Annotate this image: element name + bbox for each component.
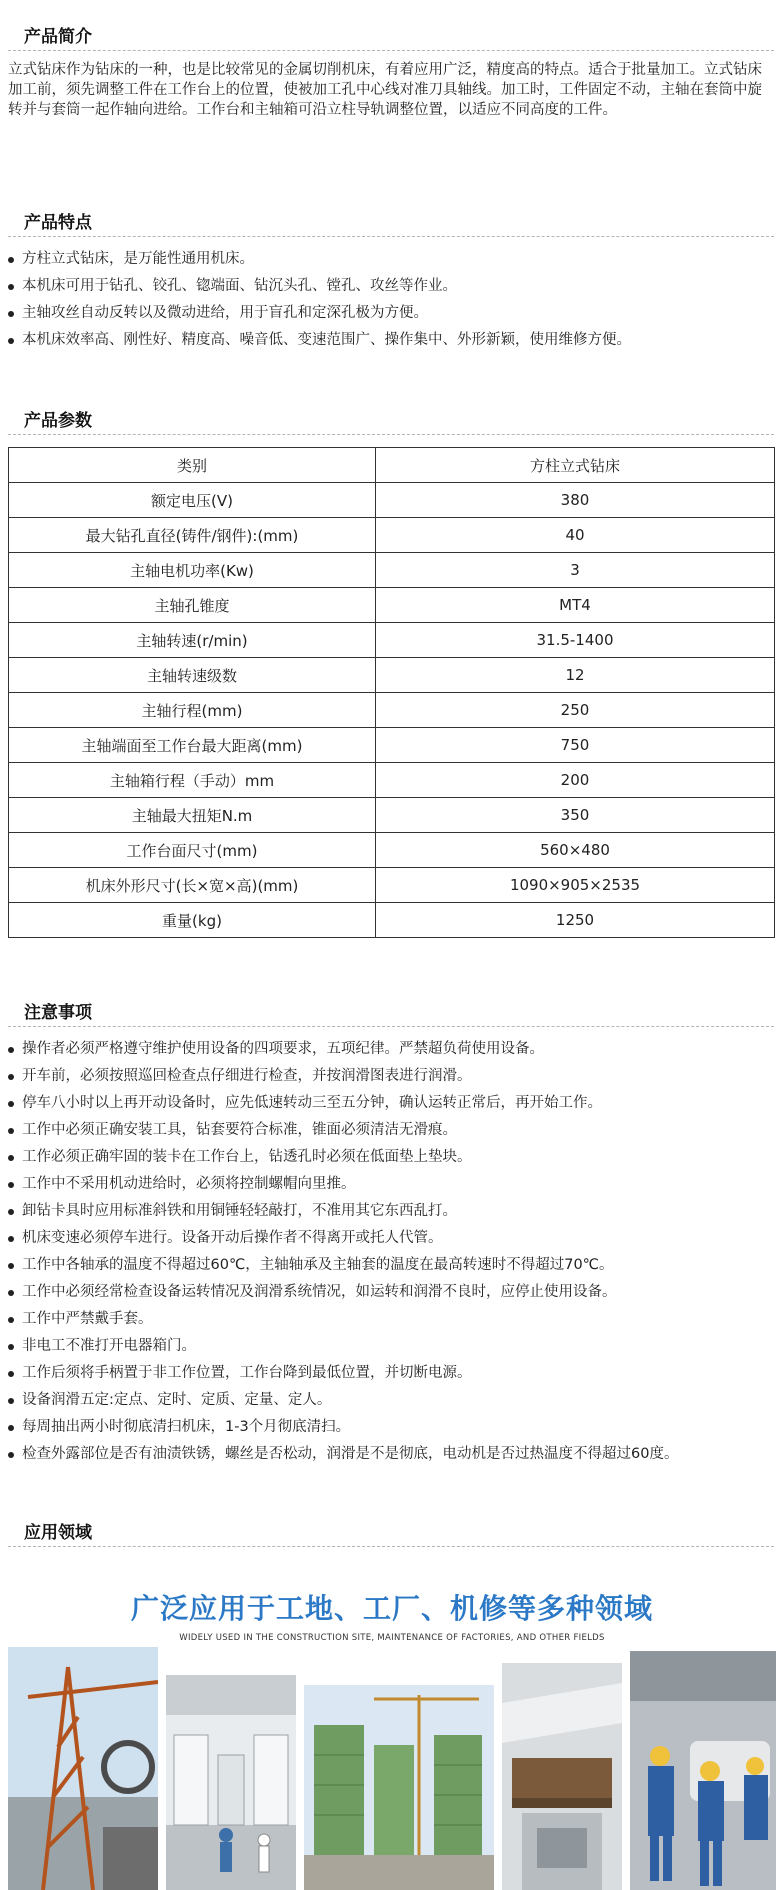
param-value-cell: 560×480 <box>376 833 775 868</box>
param-name-cell: 主轴行程(mm) <box>9 693 376 728</box>
bullet-dot-icon <box>8 1074 14 1080</box>
param-name-cell: 主轴箱行程（手动）mm <box>9 763 376 798</box>
param-name-cell: 主轴转速级数 <box>9 658 376 693</box>
param-name-cell: 类别 <box>9 448 376 483</box>
bullet-dot-icon <box>8 1398 14 1404</box>
bullet-dot-icon <box>8 1371 14 1377</box>
machine-shop-icon <box>502 1663 622 1890</box>
note-item-text: 停车八小时以上再开动设备时，应先低速转动三至五分钟，确认运转正常后，再开始工作。 <box>22 1095 602 1111</box>
feature-item-text: 本机床效率高、刚性好、精度高、噪音低、变速范围广、操作集中、外形新颖，使用维修方便。 <box>22 332 631 348</box>
notes-list <box>8 1036 774 1468</box>
section-title-params: 产品参数 <box>24 411 92 431</box>
param-name-cell: 重量(kg) <box>9 903 376 938</box>
banner-subtitle: WIDELY USED IN THE CONSTRUCTION SITE, MAINTENANCE OF FACTORIES, AND OTHER FIELDS <box>179 1633 605 1643</box>
section-header-params <box>8 398 774 435</box>
bullet-dot-icon <box>8 1452 14 1458</box>
section-header-intro <box>8 14 774 51</box>
section-title-features: 产品特点 <box>24 213 92 233</box>
params-row <box>9 693 775 728</box>
note-item <box>8 1225 774 1252</box>
bullet-dot-icon <box>8 257 14 263</box>
param-value-cell: 200 <box>376 763 775 798</box>
note-item-text: 每周抽出两小时彻底清扫机床，1-3个月彻底清扫。 <box>22 1419 351 1435</box>
note-item <box>8 1414 774 1441</box>
bullet-dot-icon <box>8 1263 14 1269</box>
car-factory-icon <box>630 1651 776 1890</box>
note-item-text: 开车前，必须按照巡回检查点仔细进行检查，并按润滑图表进行润滑。 <box>22 1068 472 1084</box>
note-item <box>8 1306 774 1333</box>
feature-item-text: 主轴攻丝自动反转以及微动进给，用于盲孔和定深孔极为方便。 <box>22 305 428 321</box>
note-item <box>8 1036 774 1063</box>
params-row <box>9 658 775 693</box>
param-name-cell: 主轴转速(r/min) <box>9 623 376 658</box>
applications-banner <box>8 1567 776 1890</box>
banner-title: 广泛应用于工地、工厂、机修等多种领域 <box>130 1592 653 1625</box>
param-value-cell: 250 <box>376 693 775 728</box>
params-row <box>9 868 775 903</box>
param-value-cell: 3 <box>376 553 775 588</box>
factory-workshop-icon <box>166 1675 296 1890</box>
note-item-text: 卸钻卡具时应用标准斜铁和用铜锤轻轻敲打，不准用其它东西乱打。 <box>22 1203 457 1219</box>
params-row <box>9 798 775 833</box>
note-item-text: 工作中必须经常检查设备运转情况及润滑系统情况，如运转和润滑不良时，应停止使用设备。 <box>22 1284 617 1300</box>
params-row <box>9 728 775 763</box>
params-header-row <box>9 448 775 483</box>
note-item-text: 工作必须正确牢固的装卡在工作台上，钻透孔时必须在低面垫上垫块。 <box>22 1149 472 1165</box>
param-value-cell: 1250 <box>376 903 775 938</box>
section-title-notes: 注意事项 <box>24 1003 92 1023</box>
note-item <box>8 1279 774 1306</box>
note-item <box>8 1198 774 1225</box>
section-title-intro: 产品简介 <box>24 27 92 47</box>
param-name-cell: 最大钻孔直径(铸件/钢件):(mm) <box>9 518 376 553</box>
note-item-text: 机床变速必须停车进行。设备开动后操作者不得离开或托人代管。 <box>22 1230 443 1246</box>
bullet-dot-icon <box>8 311 14 317</box>
feature-item <box>8 273 774 300</box>
note-item <box>8 1144 774 1171</box>
params-row <box>9 833 775 868</box>
note-item-text: 工作后须将手柄置于非工作位置，工作台降到最低位置，并切断电源。 <box>22 1365 472 1381</box>
note-item <box>8 1441 774 1468</box>
bullet-dot-icon <box>8 1317 14 1323</box>
feature-item-text: 方柱立式钻床，是万能性通用机床。 <box>22 251 254 267</box>
param-value-cell: 12 <box>376 658 775 693</box>
bullet-dot-icon <box>8 338 14 344</box>
note-item-text: 设备润滑五定:定点、定时、定质、定量、定人。 <box>22 1392 332 1408</box>
note-item-text: 检查外露部位是否有油渍铁锈，螺丝是否松动，润滑是不是彻底，电动机是否过热温度不得超过60度。 <box>22 1446 679 1462</box>
params-row <box>9 903 775 938</box>
feature-item <box>8 300 774 327</box>
note-item <box>8 1387 774 1414</box>
params-row <box>9 553 775 588</box>
note-item <box>8 1117 774 1144</box>
param-value-cell: 380 <box>376 483 775 518</box>
bullet-dot-icon <box>8 1155 14 1161</box>
params-row <box>9 623 775 658</box>
param-value-cell: MT4 <box>376 588 775 623</box>
building-site-icon <box>304 1685 494 1890</box>
param-name-cell: 工作台面尺寸(mm) <box>9 833 376 868</box>
params-row <box>9 588 775 623</box>
note-item-text: 操作者必须严格遵守维护使用设备的四项要求，五项纪律。严禁超负荷使用设备。 <box>22 1041 544 1057</box>
bullet-dot-icon <box>8 1209 14 1215</box>
bullet-dot-icon <box>8 1425 14 1431</box>
section-header-features <box>8 200 774 237</box>
note-item <box>8 1063 774 1090</box>
features-list <box>8 246 774 354</box>
param-value-cell: 40 <box>376 518 775 553</box>
construction-crane-icon <box>8 1647 158 1890</box>
bullet-dot-icon <box>8 1128 14 1134</box>
param-value-cell: 350 <box>376 798 775 833</box>
param-value-cell: 31.5-1400 <box>376 623 775 658</box>
params-table <box>8 447 775 938</box>
note-item <box>8 1333 774 1360</box>
param-name-cell: 额定电压(V) <box>9 483 376 518</box>
section-header-applications <box>8 1510 774 1547</box>
param-value-cell: 1090×905×2535 <box>376 868 775 903</box>
feature-item <box>8 246 774 273</box>
note-item-text: 工作中严禁戴手套。 <box>22 1311 153 1327</box>
params-row <box>9 518 775 553</box>
intro-paragraph: 立式钻床作为钻床的一种，也是比较常见的金属切削机床，有着应用广泛，精度高的特点。适合于批量加工。立式钻床加工前，须先调整工件在工作台上的位置，使被加工孔中心线对准刀具轴线。加工时，工件固定不动，主轴在套筒中旋转并与套筒一起作轴向进给。工作台和主轴箱可沿立柱导轨调整位置，以适应不同高度的工件。 <box>8 62 762 118</box>
note-item-text: 非电工不准打开电器箱门。 <box>22 1338 196 1354</box>
note-item-text: 工作中必须正确安装工具，钻套要符合标准，锥面必须清洁无滑痕。 <box>22 1122 457 1138</box>
param-name-cell: 主轴电机功率(Kw) <box>9 553 376 588</box>
note-item-text: 工作中各轴承的温度不得超过60℃，主轴轴承及主轴套的温度在最高转速时不得超过70℃。 <box>22 1257 614 1273</box>
note-item-text: 工作中不采用机动进给时，必须将控制螺帽向里推。 <box>22 1176 356 1192</box>
param-name-cell: 主轴孔锥度 <box>9 588 376 623</box>
bullet-dot-icon <box>8 1344 14 1350</box>
param-name-cell: 机床外形尺寸(长×宽×高)(mm) <box>9 868 376 903</box>
note-item <box>8 1090 774 1117</box>
bullet-dot-icon <box>8 284 14 290</box>
param-name-cell: 主轴最大扭矩N.m <box>9 798 376 833</box>
bullet-dot-icon <box>8 1236 14 1242</box>
note-item <box>8 1171 774 1198</box>
bullet-dot-icon <box>8 1182 14 1188</box>
bullet-dot-icon <box>8 1290 14 1296</box>
feature-item-text: 本机床可用于钻孔、铰孔、锪端面、钻沉头孔、镗孔、攻丝等作业。 <box>22 278 457 294</box>
bullet-dot-icon <box>8 1047 14 1053</box>
note-item <box>8 1360 774 1387</box>
section-header-notes <box>8 990 774 1027</box>
note-item <box>8 1252 774 1279</box>
param-value-cell: 方柱立式钻床 <box>376 448 775 483</box>
section-title-applications: 应用领域 <box>24 1523 92 1543</box>
param-value-cell: 750 <box>376 728 775 763</box>
feature-item <box>8 327 774 354</box>
param-name-cell: 主轴端面至工作台最大距离(mm) <box>9 728 376 763</box>
bullet-dot-icon <box>8 1101 14 1107</box>
params-row <box>9 763 775 798</box>
params-row <box>9 483 775 518</box>
